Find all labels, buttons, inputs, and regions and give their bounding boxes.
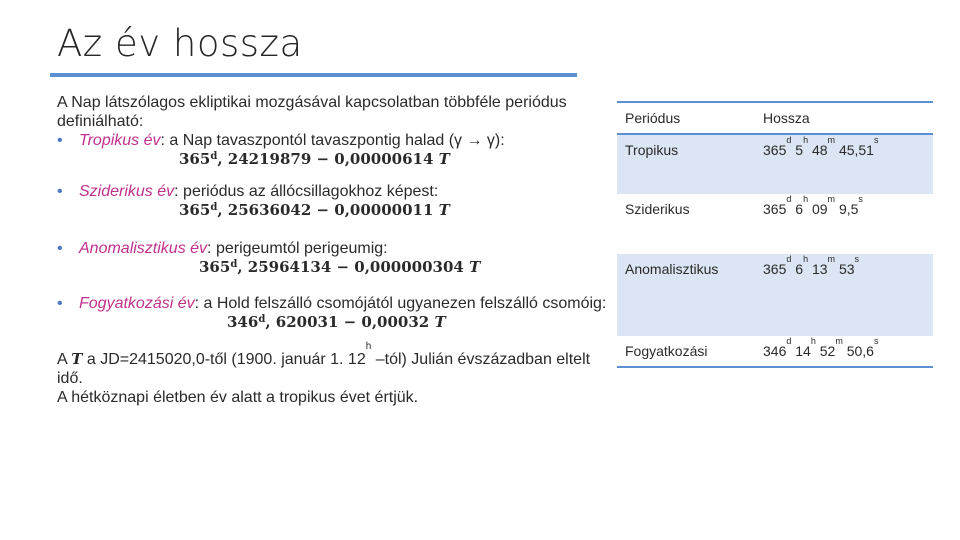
note-superscript: h: [365, 341, 372, 352]
unit-minutes: m: [827, 254, 836, 264]
value-hours: 5: [795, 142, 804, 158]
value-minutes: 52: [819, 343, 836, 359]
list-item: [57, 131, 617, 169]
unit-minutes: m: [835, 336, 843, 346]
value-seconds: 50,6: [846, 343, 874, 359]
item-description: : perigeumtól perigeumig:: [207, 240, 388, 257]
value-seconds: 9,5: [838, 201, 859, 217]
unit-hours: h: [803, 254, 809, 264]
period-name: Tropikus: [617, 134, 755, 194]
bullet-icon: •: [57, 132, 63, 149]
term-label: Fogyatkozási év: [79, 295, 195, 312]
formula-variable: T: [434, 313, 446, 331]
period-length: [755, 134, 933, 194]
period-name: Anomalisztikus: [617, 254, 755, 336]
unit-minutes: m: [827, 135, 836, 145]
period-length: [755, 336, 933, 367]
formula-variable: T: [438, 201, 450, 219]
formula: [79, 313, 617, 332]
value-minutes: 48: [811, 142, 828, 158]
period-table: [617, 101, 933, 368]
bullet-icon: •: [57, 240, 63, 257]
bullet-list: [57, 131, 617, 332]
item-description: : periódus az állócsillagokhoz képest:: [174, 183, 439, 200]
formula: [79, 201, 617, 220]
unit-seconds: s: [854, 254, 860, 264]
value-minutes: 13: [811, 261, 828, 277]
term-label: Tropikus év: [79, 132, 161, 149]
period-name: Sziderikus: [625, 201, 690, 217]
bullet-icon: •: [57, 295, 63, 312]
table-header-row: [617, 102, 933, 134]
unit-hours: h: [803, 194, 809, 204]
formula-superscript: d: [258, 314, 266, 325]
item-description: : a Nap tavaszpontól tavaszpontig halad (γ → γ):: [160, 132, 505, 149]
value-days: 365: [763, 261, 787, 277]
unit-days: d: [786, 194, 792, 204]
period-name: Fogyatkozási: [617, 336, 755, 367]
table-row: [617, 336, 933, 367]
unit-hours: h: [803, 135, 809, 145]
unit-minutes: m: [827, 194, 836, 204]
formula-superscript: d: [230, 259, 238, 270]
formula-base: 365: [199, 258, 231, 276]
title-underline: [50, 73, 577, 77]
formula-rest: , 24219879 − 0,00000614: [217, 150, 439, 168]
note-variable: T: [71, 350, 83, 368]
unit-seconds: s: [873, 336, 879, 346]
formula-superscript: d: [210, 151, 218, 162]
value-hours: 14: [795, 343, 811, 359]
unit-days: d: [786, 135, 792, 145]
period-length: [755, 194, 933, 254]
column-header: Periódus: [617, 102, 755, 134]
note-suffix: –tól) Julián évszázadban eltelt idő.: [57, 351, 591, 387]
bullet-icon: •: [57, 183, 63, 200]
column-header: Hossza: [755, 102, 933, 134]
value-days: 365: [763, 201, 787, 217]
item-description: : a Hold felszálló csomójától ugyanezen felszálló csomóig:: [194, 295, 607, 312]
intro-text: A Nap látszólagos ekliptikai mozgásával kapcsolatban többféle periódus definiálható:: [57, 94, 567, 130]
formula-base: 346: [227, 313, 259, 331]
table-row: [617, 194, 933, 254]
closing-text: A hétköznapi életben év alatt a tropikus évet értjük.: [57, 389, 419, 406]
unit-seconds: s: [873, 135, 879, 145]
list-item: [57, 182, 617, 220]
formula-rest: , 620031 − 0,00032: [265, 313, 435, 331]
formula: [79, 150, 617, 169]
value-days: 365: [763, 142, 787, 158]
unit-hours: h: [810, 336, 816, 346]
table-row: [617, 254, 933, 336]
note-text: [57, 341, 602, 388]
list-item: [57, 239, 617, 277]
value-hours: 6: [795, 201, 804, 217]
formula-base: 365: [179, 150, 211, 168]
note-prefix: A: [57, 351, 72, 368]
term-label: Sziderikus év: [79, 183, 175, 200]
value-hours: 6: [795, 261, 804, 277]
unit-seconds: s: [858, 194, 863, 204]
value-seconds: 45,51: [838, 142, 874, 158]
formula-base: 365: [179, 201, 211, 219]
formula-rest: , 25964134 − 0,000000304: [237, 258, 470, 276]
page-title: Az év hossza: [57, 22, 303, 65]
content-body: [57, 93, 617, 407]
term-label: Anomalisztikus év: [79, 240, 208, 257]
note-middle: a JD=2415020,0-től (1900. január 1. 12: [82, 351, 366, 368]
unit-days: d: [786, 254, 792, 264]
value-seconds: 53: [838, 261, 855, 277]
formula-variable: T: [438, 150, 450, 168]
formula-variable: T: [469, 258, 481, 276]
value-minutes: 09: [811, 201, 828, 217]
value-days: 346: [763, 343, 787, 359]
formula-rest: , 25636042 − 0,00000011: [217, 201, 439, 219]
formula-superscript: d: [210, 202, 218, 213]
table-row: [617, 134, 933, 194]
formula: [79, 258, 617, 277]
list-item: [57, 294, 617, 332]
unit-days: d: [786, 336, 792, 346]
period-length: [755, 254, 933, 336]
